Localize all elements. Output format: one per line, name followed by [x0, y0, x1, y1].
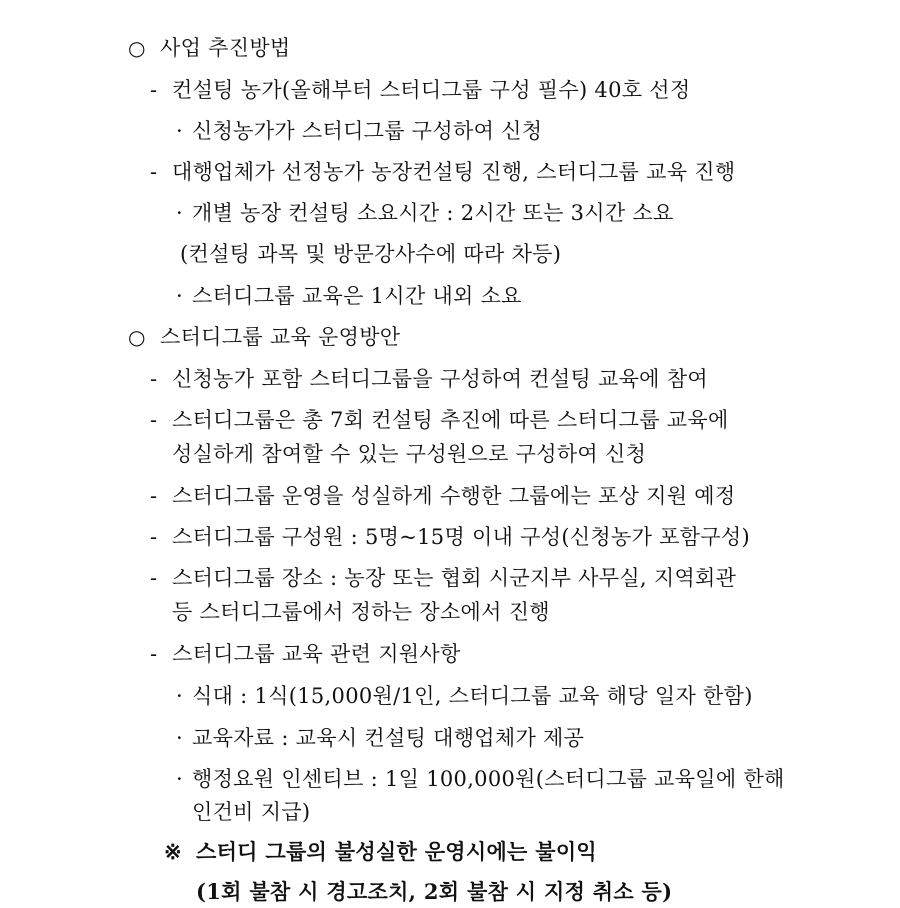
item-text: 신청농가 포함 스터디그룹을 구성하여 컨설팅 교육에 참여 — [172, 367, 708, 391]
item-text: 컨설팅 농가(올해부터 스터디그룹 구성 필수) 40호 선정 — [172, 78, 691, 102]
item-text-continuation: 성실하게 참여할 수 있는 구성원으로 구성하여 신청 — [172, 442, 647, 466]
sub-bullet: · — [176, 201, 183, 225]
sub-text: 스터디그룹 교육은 1시간 내외 소요 — [192, 284, 522, 308]
item-dash: - — [150, 78, 158, 102]
sub-bullet: · — [176, 684, 183, 708]
sub-bullet: · — [176, 726, 183, 750]
item-text-continuation: 등 스터디그룹에서 정하는 장소에서 진행 — [172, 600, 550, 624]
section-title: 스터디그룹 교육 운영방안 — [160, 325, 401, 349]
item-text: 스터디그룹은 총 7회 컨설팅 추진에 따른 스터디그룹 교육에 — [172, 408, 729, 432]
item-dash: - — [150, 367, 158, 391]
sub-bullet: · — [176, 119, 183, 143]
section-marker: ○ — [128, 325, 146, 349]
item-dash: - — [150, 160, 158, 184]
sub-text: 신청농가가 스터디그룹 구성하여 신청 — [192, 119, 543, 143]
notice-marker: ※ — [164, 839, 182, 864]
item-text: 스터디그룹 교육 관련 지원사항 — [172, 642, 461, 666]
sub-text: 행정요원 인센티브 : 1일 100,000원(스터디그룹 교육일에 한해 — [192, 767, 785, 791]
item-dash: - — [150, 484, 158, 508]
sub-text: 교육자료 : 교육시 컨설팅 대행업체가 제공 — [192, 726, 585, 750]
item-text: 스터디그룹 장소 : 농장 또는 협회 시군지부 사무실, 지역회관 — [172, 566, 737, 590]
sub-text: 식대 : 1식(15,000원/1인, 스터디그룹 교육 해당 일자 한함) — [192, 684, 753, 708]
item-dash: - — [150, 408, 158, 432]
item-text: 대행업체가 선정농가 농장컨설팅 진행, 스터디그룹 교육 진행 — [172, 160, 736, 184]
notice-detail: (1회 불참 시 경고조치, 2회 불참 시 지정 취소 등) — [196, 879, 673, 904]
item-text: 스터디그룹 구성원 : 5명~15명 이내 구성(신청농가 포함구성) — [172, 525, 750, 549]
item-dash: - — [150, 525, 158, 549]
item-text: 스터디그룹 운영을 성실하게 수행한 그룹에는 포상 지원 예정 — [172, 484, 736, 508]
item-dash: - — [150, 642, 158, 666]
sub-text: 개별 농장 컨설팅 소요시간 : 2시간 또는 3시간 소요 — [192, 201, 674, 225]
item-dash: - — [150, 566, 158, 590]
sub-text-continuation: 인건비 지급) — [192, 800, 311, 824]
sub-bullet: · — [176, 767, 183, 791]
sub-text-continuation: (컨설팅 과목 및 방문강사수에 따라 차등) — [180, 242, 562, 266]
notice-text: 스터디 그룹의 불성실한 운영시에는 불이익 — [196, 839, 597, 864]
sub-bullet: · — [176, 284, 183, 308]
section-marker: ○ — [128, 36, 146, 60]
section-title: 사업 추진방법 — [160, 36, 291, 60]
